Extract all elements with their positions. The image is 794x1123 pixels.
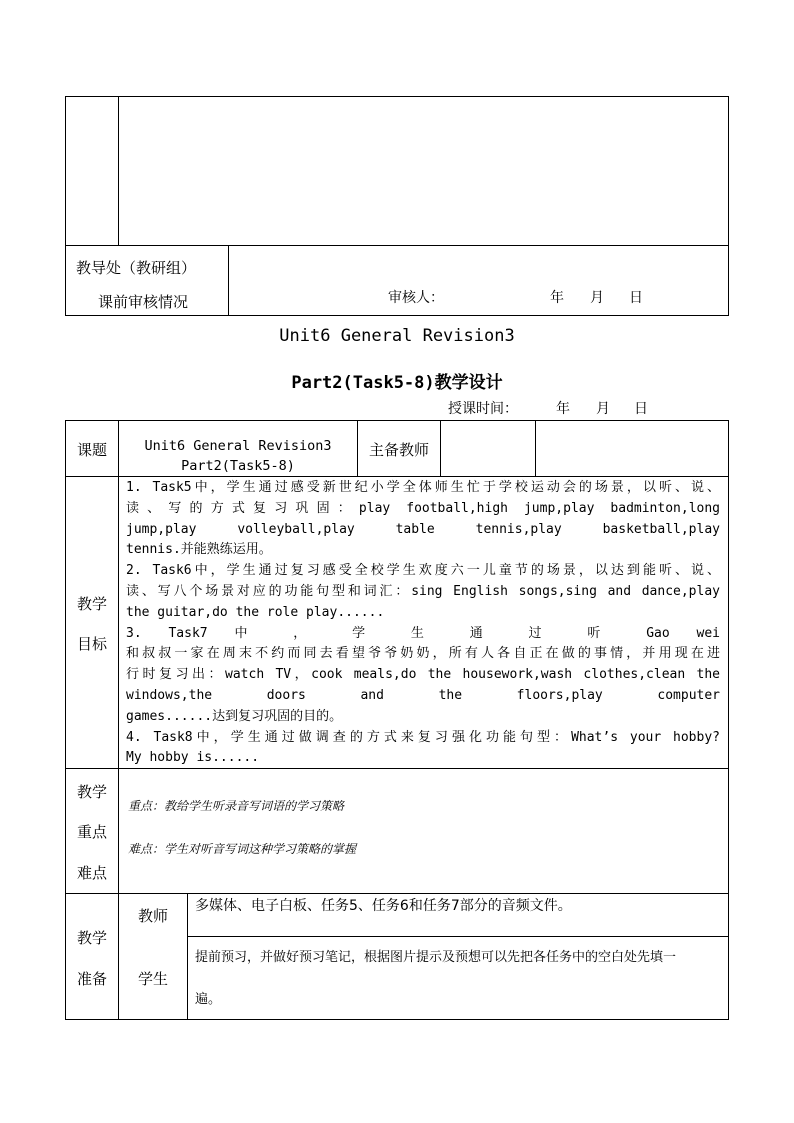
pre-class-review-label: 课前审核情况	[98, 293, 189, 311]
goal-line: the guitar,do the role play......	[126, 605, 385, 620]
key-point-text: 重点：教给学生听录音写词语的学习策略	[128, 799, 345, 813]
goal-line: 4. Task8中，学生通过做调查的方式来复习强化功能句型：What’s your hobby?	[126, 730, 720, 745]
goal-line: 行时复习出：watch TV，cook meals,do the housework,wash clothes,clean the	[126, 667, 720, 682]
reviewer-label: 审核人：	[388, 290, 444, 306]
prep-teacher-label: 教师	[137, 907, 168, 925]
goal-line: 2. Task6中，学生通过复习感受全校学生欢度六一儿童节的场景，以达到能听、说、	[126, 563, 720, 578]
key-label-line3: 难点	[76, 864, 107, 882]
goal-line: jump,play volleyball,play table tennis,play basketball,play	[126, 522, 720, 537]
review-month-label: 月	[590, 290, 604, 306]
goal-line: 和叔叔一家在周末不约而同去看望爷爷奶奶，所有人各自正在做的事情，并用现在进	[126, 646, 720, 661]
lesson-year-label: 年	[556, 401, 570, 417]
goal-line: games......达到复习巩固的目的。	[126, 709, 343, 724]
goal-line: 1. Task5中，学生通过感受新世纪小学全体师生忙于学校运动会的场景，以听、说、	[126, 480, 720, 495]
goal-line: windows,the doors and the floors,play computer	[126, 688, 720, 703]
prep-student-text-line1: 提前预习，并做好预习笔记，根据图片提示及预想可以先把各任务中的空白处先填一	[195, 950, 677, 965]
goal-line: 读、写的方式复习巩固：play football,high jump,play badminton,long	[126, 501, 720, 516]
prep-label-line2: 准备	[76, 970, 107, 988]
goal-line: 读、写八个场景对应的功能句型和词汇：sing English songs,sing and dance,play	[126, 584, 720, 599]
office-label: 教导处（教研组）	[76, 259, 197, 277]
document-title: Unit6 General Revision3	[279, 326, 515, 346]
topic-title-line2: Part2(Task5-8)	[181, 458, 295, 474]
document-subtitle: Part2(Task5-8)教学设计	[291, 373, 503, 393]
lead-teacher-label: 主备教师	[368, 441, 429, 459]
lesson-day-label: 日	[634, 401, 648, 417]
prep-teacher-text: 多媒体、电子白板、任务5、任务6和任务7部分的音频文件。	[195, 898, 572, 914]
prep-student-text-line2: 遍。	[195, 992, 222, 1007]
prep-student-label: 学生	[137, 970, 168, 988]
topic-label: 课题	[76, 441, 107, 459]
goals-label-line2: 目标	[76, 635, 107, 653]
prep-label-line1: 教学	[76, 929, 107, 947]
goals-label-line1: 教学	[76, 595, 107, 613]
review-day-label: 日	[629, 290, 643, 306]
goal-line: My hobby is......	[126, 750, 260, 765]
goal-line: 3. Task7 中 ， 学 生 通 过 听 Gao wei	[126, 626, 720, 641]
review-year-label: 年	[550, 290, 564, 306]
lesson-month-label: 月	[596, 401, 610, 417]
key-label-line2: 重点	[76, 823, 107, 841]
lesson-time-label: 授课时间：	[448, 401, 518, 417]
difficult-point-text: 难点：学生对听音写词这种学习策略的掌握	[128, 842, 357, 856]
key-label-line1: 教学	[76, 783, 107, 801]
topic-title-line1: Unit6 General Revision3	[144, 438, 332, 454]
goal-line: tennis.并能熟练运用。	[126, 542, 272, 557]
